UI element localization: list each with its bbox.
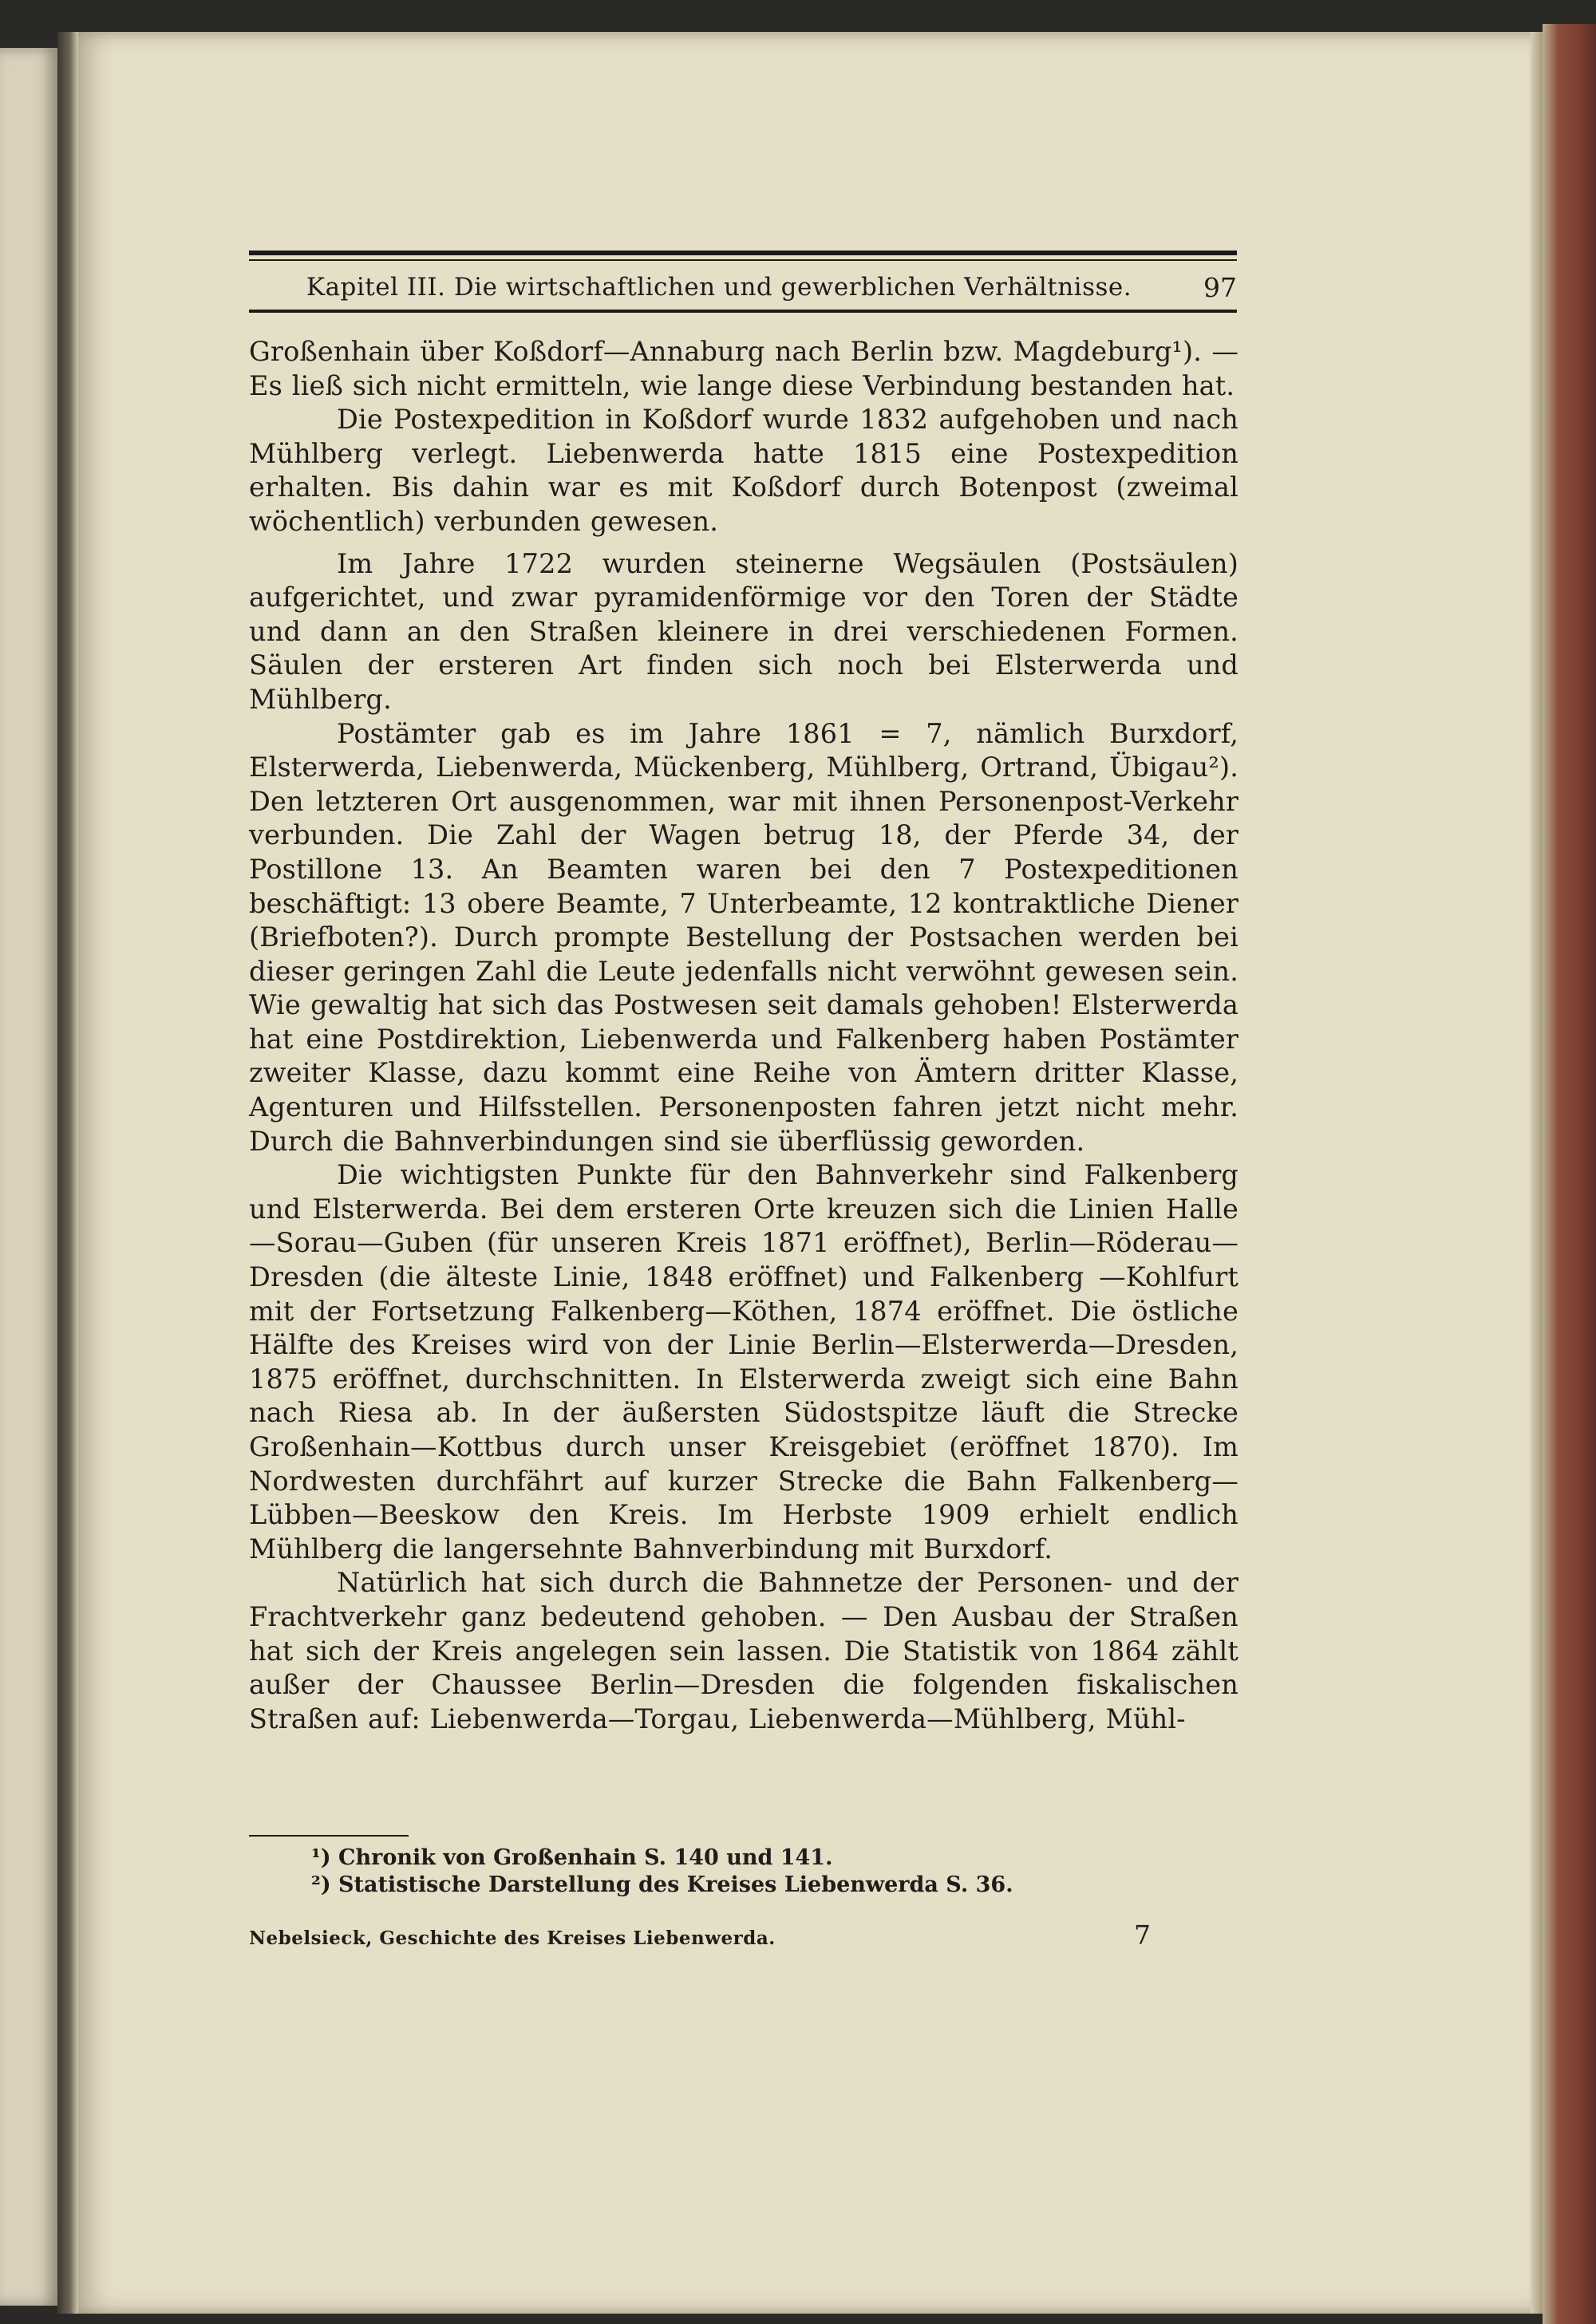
chapter-title: Kapitel III. Die wirtschaftlichen und gewerblichen Verhältnisse. <box>306 273 1132 302</box>
footnote: ¹) Chronik von Großenhain S. 140 und 141. <box>311 1845 833 1870</box>
footnotes <box>311 1845 1189 1899</box>
header-rule-top <box>249 251 1237 255</box>
facing-page-edge <box>0 48 60 2306</box>
paragraph: Natürlich hat sich durch die Bahnnetze der Personen- und der Frachtverkehr ganz bedeutend gehoben. — Den Ausbau der Straßen hat sich der Kreis angelegen sein lassen. Die Statistik von 1864 zählt außer der Chaussee Berlin—Dresden die folgenden fiskalischen Straßen auf: Liebenwerda—Torgau, Liebenwerda—Mühlberg, Mühl- <box>249 1567 1238 1734</box>
paragraph: Postämter gab es im Jahre 1861 = 7, nämlich Burxdorf, Elsterwerda, Liebenwerda, Mückenberg, Mühlberg, Ortrand, Übigau²). Den letzteren Ort ausgenommen, war mit ihnen Personenpost-Verkehr verbunden. Die Zahl der Wagen betrug 18, der Pferde 34, der Postillone 13. An Beamten waren bei den 7 Postexpeditionen beschäftigt: 13 obere Beamte, 7 Unterbeamte, 12 kontraktliche Diener (Briefboten?). Durch prompte Bestellung der Postsachen werden bei dieser geringen Zahl die Leute jedenfalls nicht verwöhnt gewesen sein. Wie gewaltig hat sich das Postwesen seit damals gehoben! Elsterwerda hat eine Postdirektion, Liebenwerda und Falkenberg haben Postämter zweiter Klasse, dazu kommt eine Reihe von Ämtern dritter Klasse, Agenturen und Hilfsstellen. Personenposten fahren jetzt nicht mehr. Durch die Bahnverbindungen sind sie überflüssig geworden. <box>249 717 1238 1157</box>
footnote-rule <box>249 1835 409 1837</box>
paragraph: Großenhain über Koßdorf—Annaburg nach Berlin bzw. Magdeburg¹). — Es ließ sich nicht ermitteln, wie lange diese Verbindung bestanden hat. <box>249 336 1238 401</box>
paragraph: Im Jahre 1722 wurden steinerne Wegsäulen (Postsäulen) aufgerichtet, und zwar pyramidenförmige vor den Toren der Städte und dann an den Straßen kleinere in drei verschiedenen Formen. Säulen der ersteren Art finden sich noch bei Elsterwerda und Mühlberg. <box>249 547 1238 715</box>
paragraph: Die Postexpedition in Koßdorf wurde 1832 aufgehoben und nach Mühlberg verlegt. Liebenwerda hatte 1815 eine Postexpedition erhalten. Bis dahin war es mit Koßdorf durch Botenpost (zweimal wöchentlich) verbunden gewesen. <box>249 404 1238 537</box>
running-header <box>249 266 1237 308</box>
book-gutter <box>57 32 78 2314</box>
page-edge <box>1531 32 1543 2314</box>
printer-signature <box>249 1920 1238 1951</box>
paragraph: Die wichtigsten Punkte für den Bahnverkehr sind Falkenberg und Elsterwerda. Bei dem ersteren Orte kreuzen sich die Linien Halle—Sorau—Guben (für unseren Kreis 1871 eröffnet), Berlin—Röderau—Dresden (die älteste Linie, 1848 eröffnet) und Falkenberg —Kohlfurt mit der Fortsetzung Falkenberg—Köthen, 1874 eröffnet. Die östliche Hälfte des Kreises wird von der Linie Berlin—Elsterwerda—Dresden, 1875 eröffnet, durchschnitten. In Elsterwerda zweigt sich eine Bahn nach Riesa ab. In der äußersten Südostspitze läuft die Strecke Großenhain—Kottbus durch unser Kreisgebiet (eröffnet 1870). Im Nordwesten durchfährt auf kurzer Strecke die Bahn Falkenberg—Lübben—Beeskow den Kreis. Im Herbste 1909 erhielt endlich Mühlberg die langersehnte Bahnverbindung mit Burxdorf. <box>249 1159 1238 1564</box>
book-binding <box>1543 24 1596 2324</box>
footnote: ²) Statistische Darstellung des Kreises Liebenwerda S. 36. <box>311 1872 1013 1897</box>
sheet-number: 7 <box>1134 1920 1151 1951</box>
signature-text: Nebelsieck, Geschichte des Kreises Liebenwerda. <box>249 1927 776 1949</box>
body-text <box>249 335 1238 1736</box>
header-rule-bottom <box>249 310 1237 313</box>
header-rule-top-thin <box>249 259 1237 261</box>
page-number: 97 <box>1203 271 1237 303</box>
